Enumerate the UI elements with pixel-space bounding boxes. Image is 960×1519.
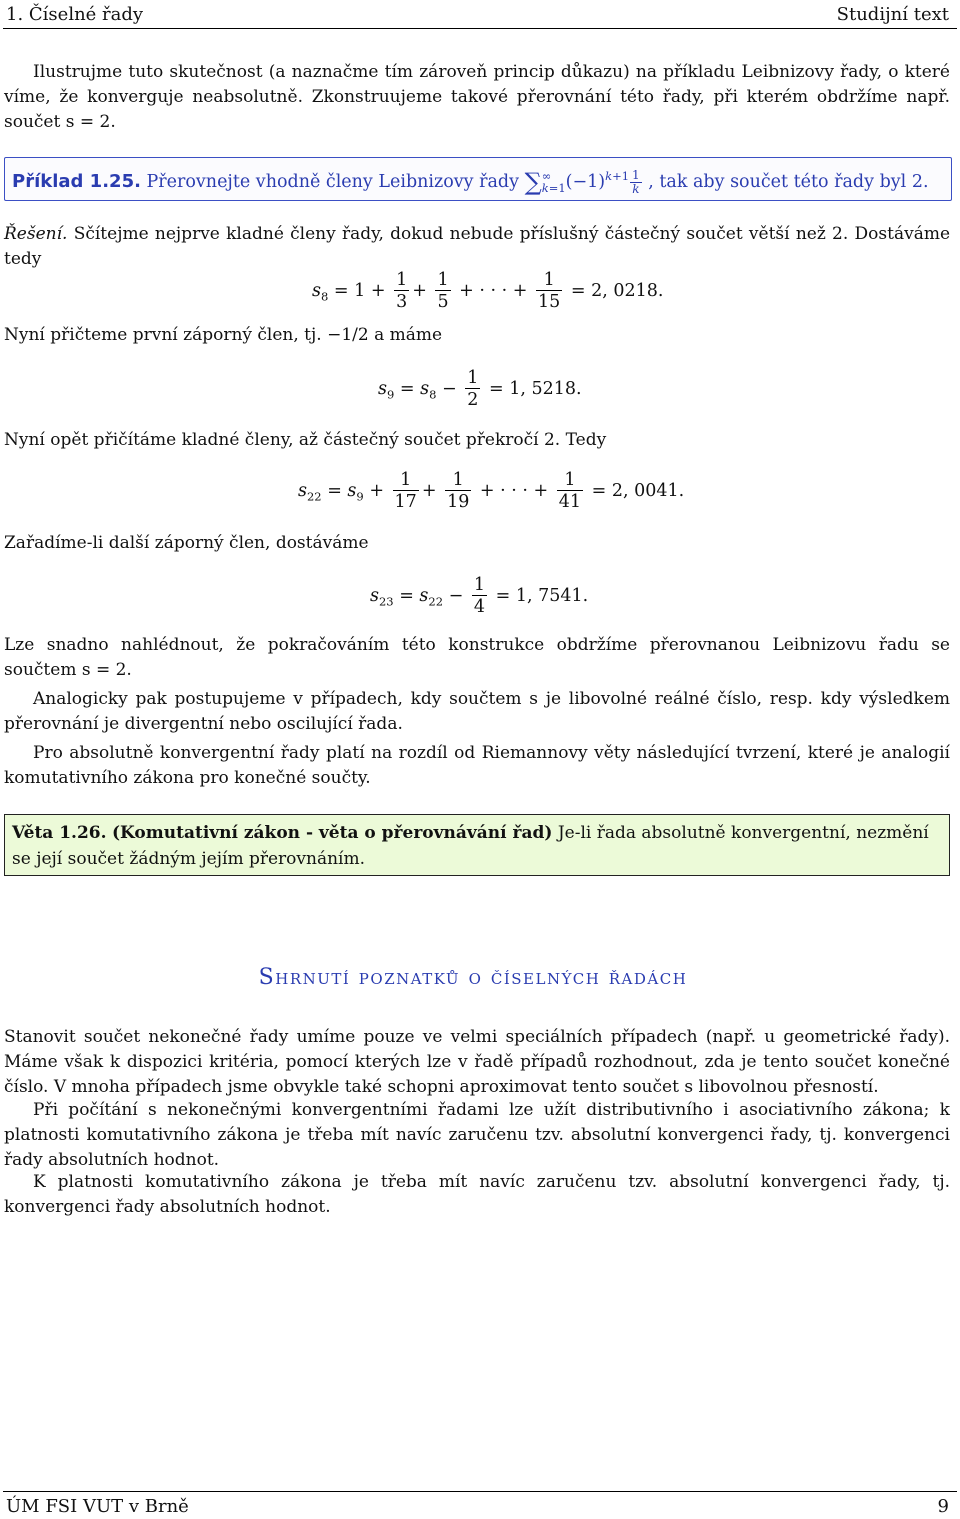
solution-paragraph — [4, 222, 950, 272]
chapter-title: 1. Číselné řady — [6, 4, 144, 25]
paragraph-first-negative-term: Nyní přičteme první záporný člen, tj. −1/2 a máme — [4, 325, 443, 345]
example-text-after: , tak aby součet této řady byl 2. — [648, 171, 929, 192]
equation-s9: $s_9 = s_8$ − $\frac{1}{2}$ = 1, 5218. — [378, 368, 582, 410]
paragraph-absolute-convergence: Pro absolutně konvergentní řady platí na rozdíl od Riemannovy věty následující tvrzení, které je analogií komutativního zákona pro konečné součty. — [4, 743, 950, 788]
theorem-title: (Komutativní zákon - věta o přerovnávání řad) — [111, 823, 553, 843]
institution-name: ÚM FSI VUT v Brně — [6, 1496, 189, 1517]
paragraph-conclusion: Lze snadno nahlédnout, že pokračováním této konstrukce obdržíme přerovnanou Leibnizovu řadu se součtem s = 2. — [4, 635, 950, 680]
example-text-before: Přerovnejte vhodně členy Leibnizovy řady — [146, 171, 519, 192]
document-type: Studijní text — [836, 4, 949, 25]
theorem-text-block — [12, 820, 942, 872]
page-header — [0, 0, 960, 30]
intro-paragraph: Ilustrujme tuto skutečnost (a naznačme tím zároveň princip důkazu) na příkladu Leibnizovy řady, o které víme, že konverguje neabsolutně. Zkonstruujeme takové přerovnání této řady, při kterém obdržíme např. součet s = 2. — [4, 62, 950, 132]
summary-paragraph-1: Stanovit součet nekonečné řady umíme pouze ve velmi speciálních případech (např. u geometrické řady). Máme však k dispozici kritéria, pomocí kterých lze v řadě případů rozhodnout, zda je tento součet konečné číslo. V mnoha případech jsme obvykle také schopni aproximovat tento součet s libovolnou přesností. — [4, 1027, 950, 1097]
equation-s23: $s_{23} = s_{22}$ − $\frac{1}{4}$ = 1, 7541. — [370, 575, 589, 617]
footer-rule — [3, 1491, 957, 1492]
example-label: Příklad 1.25. — [12, 170, 141, 192]
theorem-label: Věta 1.26. — [12, 823, 107, 843]
header-rule — [3, 28, 957, 29]
solution-label: Řešení. — [4, 224, 68, 244]
page-footer — [0, 1478, 960, 1516]
theorem-statement: Je-li řada absolutně konvergentní, nezmění se její součet žádným jejím přerovnáním. — [12, 823, 929, 869]
leibniz-series-formula: ∑ ∞ k=1 $(-1)^{k+1}$ $\frac{1}{k}$ — [524, 167, 640, 196]
paragraph-positive-terms: Nyní opět přičítáme kladné členy, až částečný součet překročí 2. Tedy — [4, 430, 607, 450]
paragraph-next-negative-term: Zařadíme-li další záporný člen, dostáváme — [4, 533, 369, 553]
equation-s22: $s_{22} = s_9$ + $\frac{1}{17}$ + $\frac{1}{19}$ + · · · + $\frac{1}{41}$ = 2, 0041. — [298, 470, 685, 512]
equation-s8: $s_8 = 1$ + $\frac{1}{3}$ + $\frac{1}{5}$ + · · · + $\frac{1}{15}$ = 2, 0218. — [312, 270, 664, 312]
section-heading: Shrnutí poznatků o číselných řadách — [258, 965, 688, 990]
example-box — [4, 157, 952, 201]
solution-text: Sčítejme nejprve kladné členy řady, dokud nebude příslušný částečný součet větší než 2. Dostáváme tedy — [4, 224, 951, 269]
page-number: 9 — [937, 1496, 949, 1517]
summary-paragraph-3: K platnosti komutativního zákona je třeba mít navíc zaručenu tzv. absolutní konvergenci řady, tj. konvergenci řady absolutních hodnot. — [4, 1172, 950, 1217]
paragraph-analogy: Analogicky pak postupujeme v případech, kdy součtem s je libovolné reálné číslo, resp. kdy výsledkem přerovnání je divergentní nebo oscilující řada. — [4, 689, 950, 734]
theorem-box — [4, 814, 950, 876]
summary-paragraph-2: Při počítání s nekonečnými konvergentními řadami lze užít distributivního i asociativního zákona; k platnosti komutativního zákona je třeba mít navíc zaručenu tzv. absolutní konvergenci řady, tj. konvergenci řady absolutních hodnot. — [4, 1100, 950, 1170]
